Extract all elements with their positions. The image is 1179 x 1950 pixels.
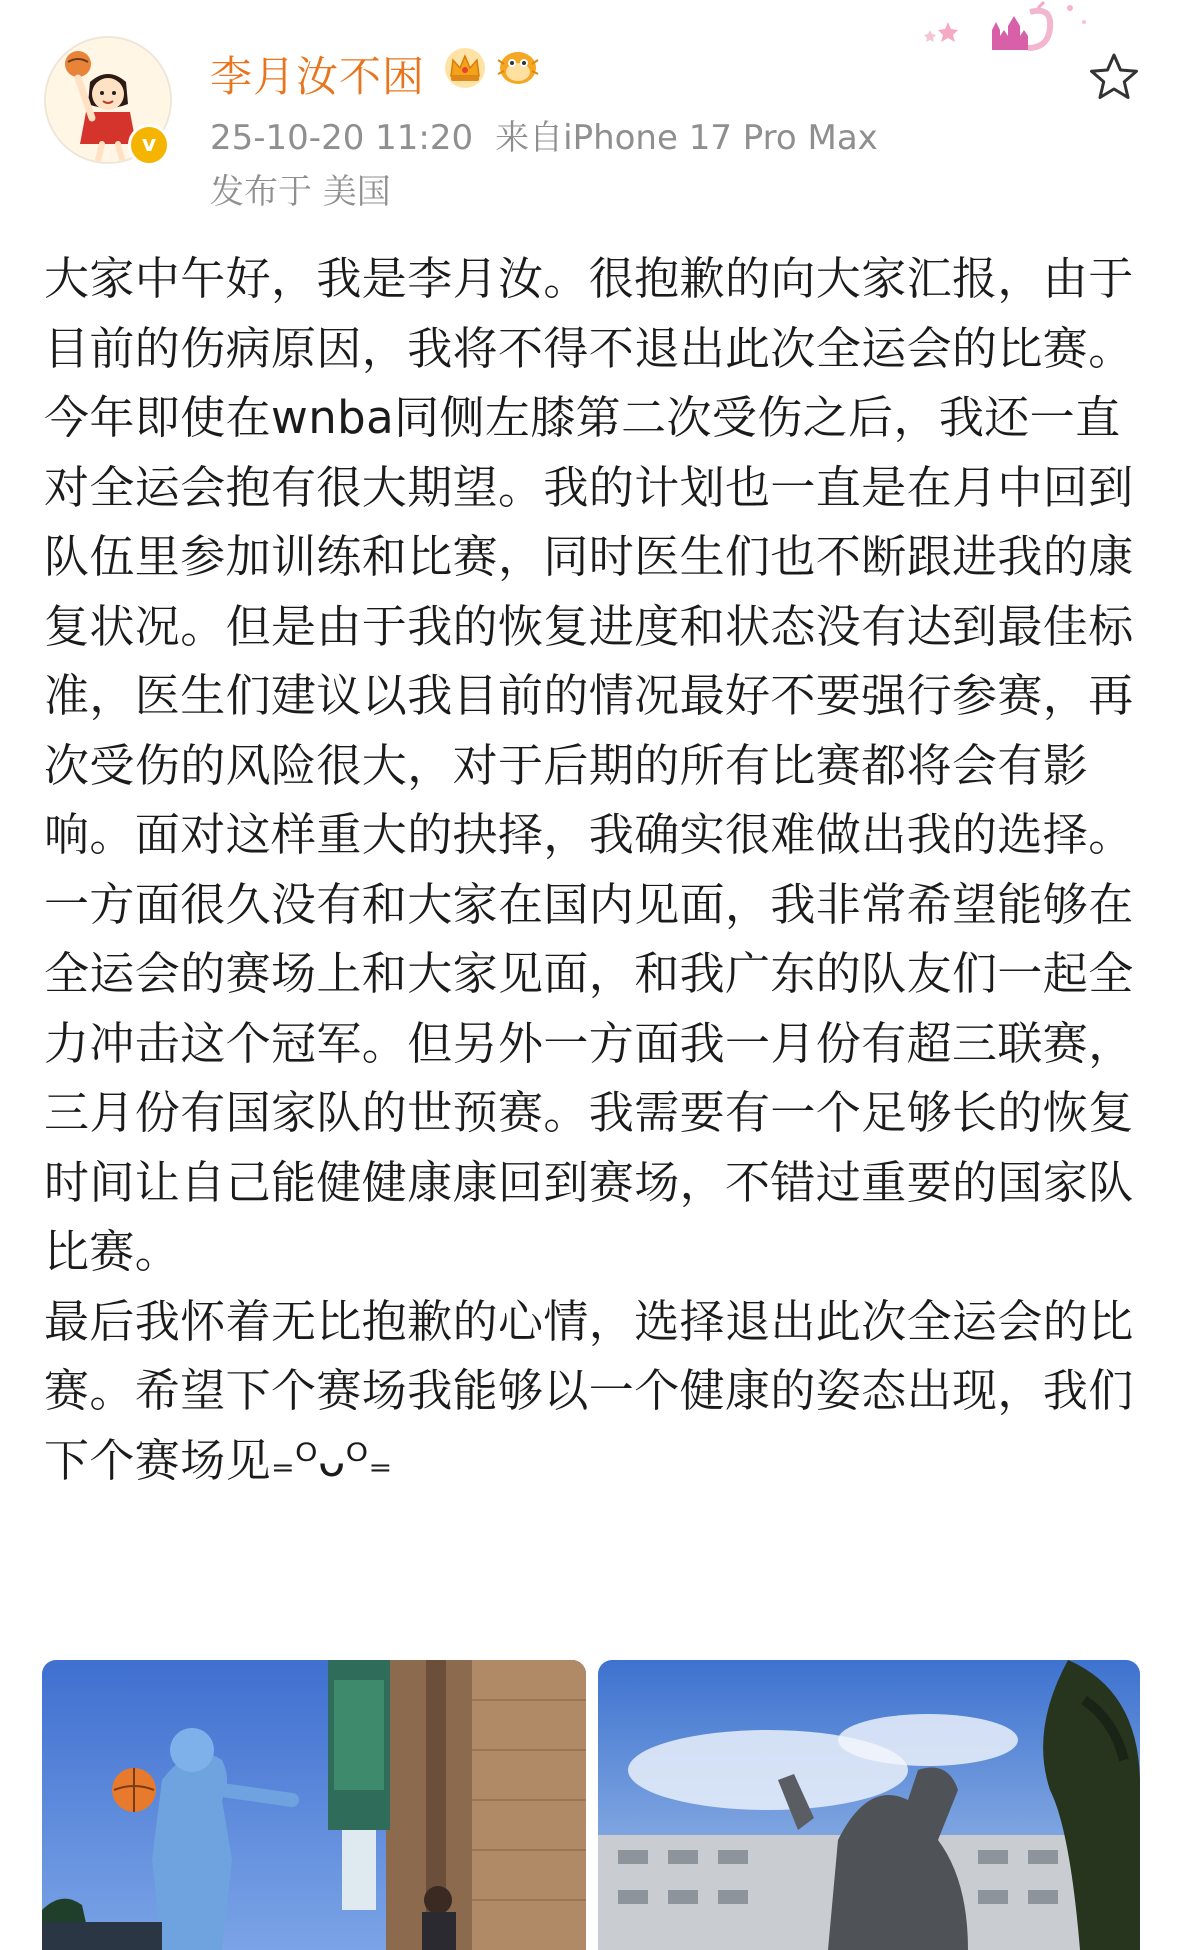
verified-badge-icon: v: [128, 124, 170, 166]
star-icon[interactable]: [1086, 50, 1142, 106]
post-image-1[interactable]: [42, 1660, 586, 1950]
castle-decoration-icon: [920, 0, 1110, 80]
post-header: [0, 0, 1179, 220]
statue-photo-image: [42, 1660, 586, 1950]
post-location: 发布于 美国: [210, 172, 391, 212]
post-meta: [210, 110, 878, 159]
post-body-text: 大家中午好，我是李月汝。很抱歉的向大家汇报，由于目前的伤病原因，我将不得不退出此次全运会的比赛。 今年即使在wnba同侧左膝第二次受伤之后，我还一直对全运会抱有很大期望。我的计划也一直是在月中回到队伍里参加训练和比赛，同时医生们也不断跟进我的康复状况。但是由于我的恢复进度和状态没有达到最佳标准，医生们建议以我目前的情况最好不要强行参赛，再次受伤的风险很大，对于后期的所有比赛都将会有影响。面对这样重大的抉择，我确实很难做出我的选择。一方面很久没有和大家在国内见面，我非常希望能够在全运会的赛场上和大家见面，和我广东的队友们一起全力冲击这个冠军。但另外一方面我一月份有超三联赛，三月份有国家队的世预赛。我需要有一个足够长的恢复时间让自己能健健康康回到赛场，不错过重要的国家队比赛。 最后我怀着无比抱歉的心情，选择退出此次全运会的比赛。希望下个赛场我能够以一个健康的姿态出现，我们下个赛场见₌ᴼᴗᴼ₌: [44, 252, 1134, 1487]
post-source[interactable]: 来自iPhone 17 Pro Max: [495, 118, 878, 158]
sculpture-photo-image: [598, 1660, 1140, 1950]
pufferfish-icon[interactable]: [494, 46, 542, 90]
post-image-2[interactable]: [598, 1660, 1140, 1950]
crown-icon[interactable]: [443, 46, 487, 90]
username-link[interactable]: 李月汝不困: [210, 52, 426, 101]
post-timestamp: 25-10-20 11:20: [210, 118, 474, 158]
